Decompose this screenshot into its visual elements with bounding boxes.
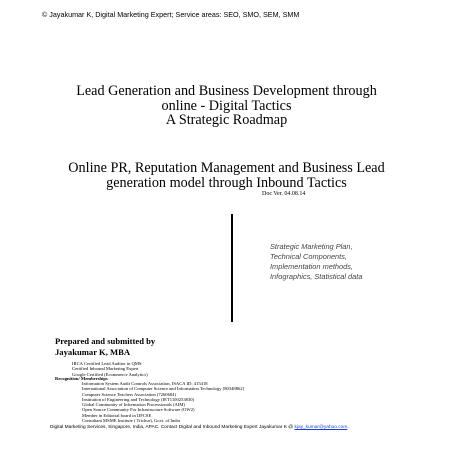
recognition-item: Member in Editorial board in IJFCSE	[82, 412, 152, 418]
footer-email-link[interactable]: kjay_kumar@yahoo.com	[294, 425, 348, 430]
footer-suffix: .	[347, 425, 349, 430]
certification-item: Certified Inbound Marketing Expert	[72, 366, 139, 372]
topic-item: Strategic Marketing Plan,	[270, 242, 353, 251]
footer	[50, 425, 450, 430]
topics-list	[270, 242, 440, 282]
recognition-item: Global Community of Information Processionals (AIM)	[82, 402, 185, 408]
certification-item: Google Certified (Ecommerce Analytics)	[72, 371, 148, 377]
subtitle-line: Online PR, Reputation Management and Business Lead	[68, 160, 385, 176]
subtitle-line: generation model through Inbound Tactics	[106, 174, 347, 191]
certifications-list	[72, 361, 372, 377]
recognition-item: Open Source Community For Infrastructure Software (OW2)	[82, 407, 195, 413]
title-line: Lead Generation and Business Development through	[76, 83, 377, 99]
recognition-item: Computer Science Teachers Association (7260684)	[82, 391, 176, 397]
topic-item: Technical Components,	[270, 252, 347, 261]
title-line: A Strategic Roadmap	[165, 112, 288, 128]
recognitions-list	[82, 381, 422, 423]
topic-item: Infographics, Statistical data	[270, 272, 363, 281]
topic-item: Implementation methods,	[270, 262, 353, 271]
header-copyright: © Jayakumar K, Digital Marketing Expert; Service areas: SEO, SMO, SEM, SMM	[42, 10, 300, 19]
document-title	[20, 84, 433, 128]
author-name: Jayakumar K, MBA	[55, 347, 131, 357]
recognition-item: Information System Audit Controls Association, ISACA ID: 415418	[82, 381, 208, 386]
recognition-item: Consultant MSME Institute ( Trichur), Govt. of India	[82, 418, 180, 424]
footer-text: Digital Marketing Services, Singapore, India, APAC. Contact Digital and Inbound Marketing Expert Jayakumar K @	[50, 425, 295, 430]
document-subtitle	[20, 161, 433, 190]
recognition-item: Institution of Engineering and Technology (IET1100253830)	[82, 396, 195, 402]
recognition-item: International Association of Computer Science and Information Technology [80348862]	[82, 386, 245, 392]
vertical-divider	[231, 214, 233, 322]
certification-item: IRCA Certified Lead Auditor in QMS	[72, 361, 142, 366]
doc-version: Doc Ver. 04.08.14	[262, 191, 306, 197]
prepared-by-heading: Prepared and submitted by	[55, 336, 156, 346]
recognitions-heading: Recognition/ Memberships	[55, 376, 108, 381]
title-line: online - Digital Tactics	[161, 97, 292, 114]
